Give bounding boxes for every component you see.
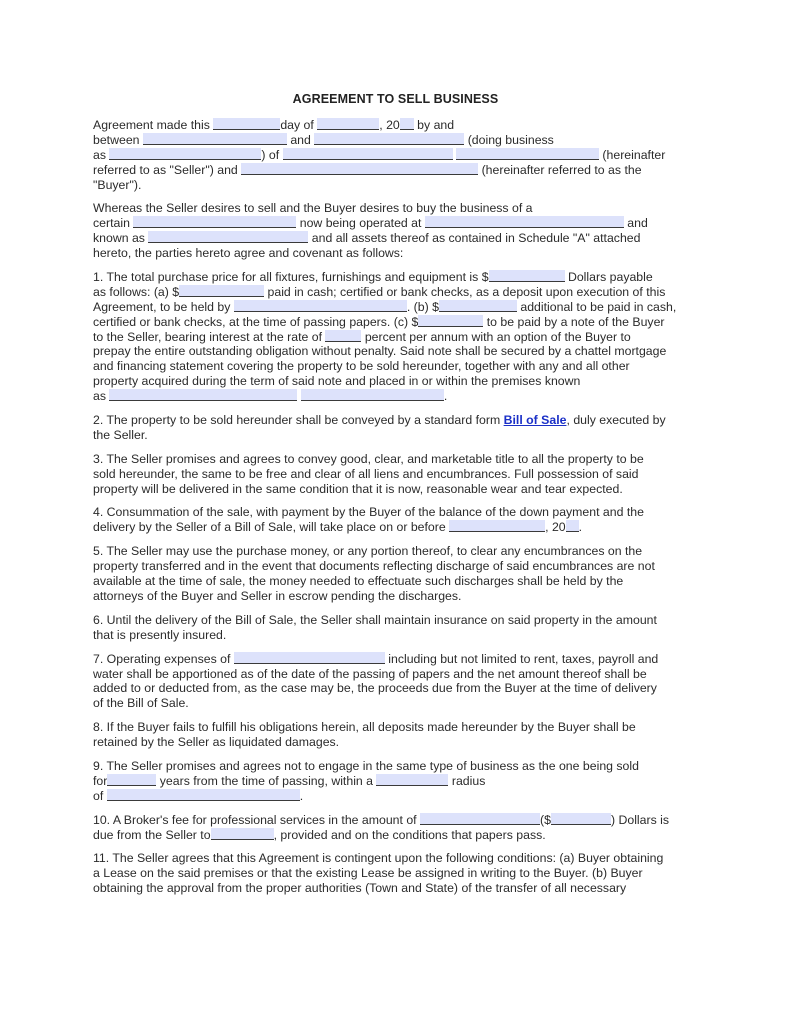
section-9 [93,759,698,804]
bill-of-sale-link[interactable]: Bill of Sale [503,413,567,428]
business-type-field[interactable] [133,216,296,228]
text: paid in cash; certified or bank checks, as a deposit upon execution of this [264,284,666,299]
text: prepay the entire outstanding obligation without penalty. Said note shall be secured by a chattel mortgage [93,344,667,359]
section-4 [93,505,698,535]
text: property acquired during the term of said note and placed in or within the premises known [93,374,581,389]
text: and [286,132,315,147]
section-5 [93,544,698,604]
broker-fee-words-field[interactable] [420,813,540,825]
text: (hereinafter [599,147,666,162]
text: 5. The Seller may use the purchase money, or any portion thereof, to clear any encumbrances on the [93,544,643,559]
text: by and [413,118,455,132]
deposit-holder-field[interactable] [234,300,407,312]
text: 3. The Seller promises and agrees to convey good, clear, and marketable title to all the property to be [93,451,644,466]
text: 4. Consummation of the sale, with payment by the Buyer of the balance of the down payment and the [93,505,644,520]
text: as follows: (a) $ [93,284,180,299]
text: day of [280,118,318,132]
section-3 [93,452,698,497]
noncompete-radius-field[interactable] [376,774,448,786]
premises-known-as-2-field[interactable] [301,389,444,401]
text: between [93,132,143,147]
text: delivery by the Seller of a Bill of Sale, will take place on or before [93,520,450,535]
party-2-field[interactable] [314,133,464,145]
text: additional to be paid in cash, [516,299,677,314]
text: . [299,788,304,803]
text: property will be delivered in the same condition that it is now, reasonable wear and tear expected. [93,481,623,496]
document-title: AGREEMENT TO SELL BUSINESS [292,92,499,106]
text: Dollars payable [564,270,653,285]
text: Agreement made this [93,118,214,132]
text: property transferred and in the event that documents reflecting discharge of said encumbrances are not [93,559,655,574]
text: , duly executed by [566,413,666,428]
text: . [578,520,583,535]
text: the Seller. [93,427,148,442]
text: water shall be apportioned as of the date of the passing of papers and the net amount thereof shall be [93,666,647,681]
text: attorneys of the Buyer and Seller in escrow pending the discharges. [93,588,462,603]
text: certified or bank checks, at the time of passing papers. (c) $ [93,314,419,329]
text: 10. A Broker's fee for professional services in the amount of [93,812,421,827]
text: 2. The property to be sold hereunder shall be conveyed by a standard form [93,413,504,428]
text: and [623,216,648,231]
text: of [93,788,107,803]
section-1 [93,270,698,404]
section-2 [93,413,698,443]
text: to be paid by a note of the Buyer [483,314,665,329]
text: ) Dollars is [610,812,670,827]
text: certain [93,216,134,231]
text: and financing statement covering the property to be sold hereunder, together with any and all other [93,359,630,374]
party-1-field[interactable] [143,133,287,145]
text: of the Bill of Sale. [93,696,189,711]
text: including but not limited to rent, taxes, payroll and [384,651,659,666]
text: sold hereunder, the same to be free and clear of all liens and encumbrances. Full possession of said [93,466,639,481]
text: 8. If the Buyer fails to fulfill his obligations herein, all deposits made hereunder by the Buyer shall be [93,720,636,735]
intro-paragraph [93,118,698,192]
section-8 [93,720,698,750]
text: Agreement, to be held by [93,299,234,314]
closing-date-field[interactable] [449,520,545,532]
additional-amount-field[interactable] [439,300,517,312]
dba-name-field[interactable] [109,148,261,160]
premises-known-as-1-field[interactable] [109,389,297,401]
text: percent per annum with an option of the Buyer to [361,329,631,344]
section-6 [93,613,698,643]
section-7 [93,652,698,712]
text: Whereas the Seller desires to sell and the Buyer desires to buy the business of a [93,201,533,216]
text: referred to as "Seller") and [93,162,242,177]
section-10 [93,813,698,843]
text: ) of [261,147,283,162]
text: , 20 [379,118,400,132]
broker-fee-amount-field[interactable] [551,813,611,825]
text: , provided and on the conditions that papers pass. [273,827,546,842]
buyer-name-field[interactable] [241,163,478,175]
text: radius [448,773,486,788]
text: (hereinafter referred to as the [478,162,642,177]
section-11 [93,851,698,896]
text: , 20 [545,520,566,535]
text: available at the time of sale, the money needed to effectuate such discharges shall be held by the [93,574,624,589]
closing-year-field[interactable] [566,520,579,532]
text: due from the Seller to [93,827,211,842]
month-field[interactable] [317,118,379,130]
text: hereto, the parties hereto agree and covenant as follows: [93,246,404,261]
text: (doing business [464,132,554,147]
text: . [443,389,448,404]
text: known as [93,231,149,246]
interest-rate-field[interactable] [325,330,361,342]
text: 11. The Seller agrees that this Agreement is contingent upon the following conditions: (a) Buyer obtaining [93,851,664,866]
text: a Lease on the said premises or that the existing Lease be assigned in writing to the Buyer. (b) Buyer [93,866,643,881]
known-as-field[interactable] [148,231,308,243]
day-field[interactable] [213,118,280,130]
text: added to or deducted from, as the case may be, the proceeds due from the Buyer at the time of delivery [93,681,657,696]
year-field[interactable] [400,118,414,130]
text: retained by the Seller as liquidated damages. [93,735,340,750]
noncompete-years-field[interactable] [107,774,156,786]
deposit-amount-field[interactable] [179,285,264,297]
noncompete-location-field[interactable] [107,789,300,801]
text: "Buyer"). [93,177,142,192]
operating-expenses-field[interactable] [234,652,385,664]
text: 9. The Seller promises and agrees not to engage in the same type of business as the one being sold [93,758,639,773]
note-amount-field[interactable] [418,315,483,327]
document-page [93,92,698,905]
text: and all assets thereof as contained in Schedule "A" attached [308,231,641,246]
operated-at-field[interactable] [425,216,624,228]
of-address-2-field[interactable] [456,148,599,160]
text: ($ [540,812,551,827]
text: obtaining the approval from the proper authorities (Town and State) of the transfer of all necessary [93,881,627,896]
text: 6. Until the delivery of the Bill of Sale, the Seller shall maintain insurance on said property in the amount [93,612,657,627]
text: that is presently insured. [93,627,227,642]
total-price-field[interactable] [489,270,565,282]
text: to the Seller, bearing interest at the rate of [93,329,326,344]
whereas-paragraph [93,201,698,261]
text: as [93,389,110,404]
text: 7. Operating expenses of [93,651,234,666]
of-address-1-field[interactable] [283,148,453,160]
broker-name-field[interactable] [211,828,274,840]
text: . (b) $ [406,299,439,314]
text: 1. The total purchase price for all fixtures, furnishings and equipment is $ [93,270,489,285]
text: as [93,147,110,162]
text: years from the time of passing, within a [156,773,377,788]
text: for [93,773,108,788]
text: now being operated at [296,216,425,231]
